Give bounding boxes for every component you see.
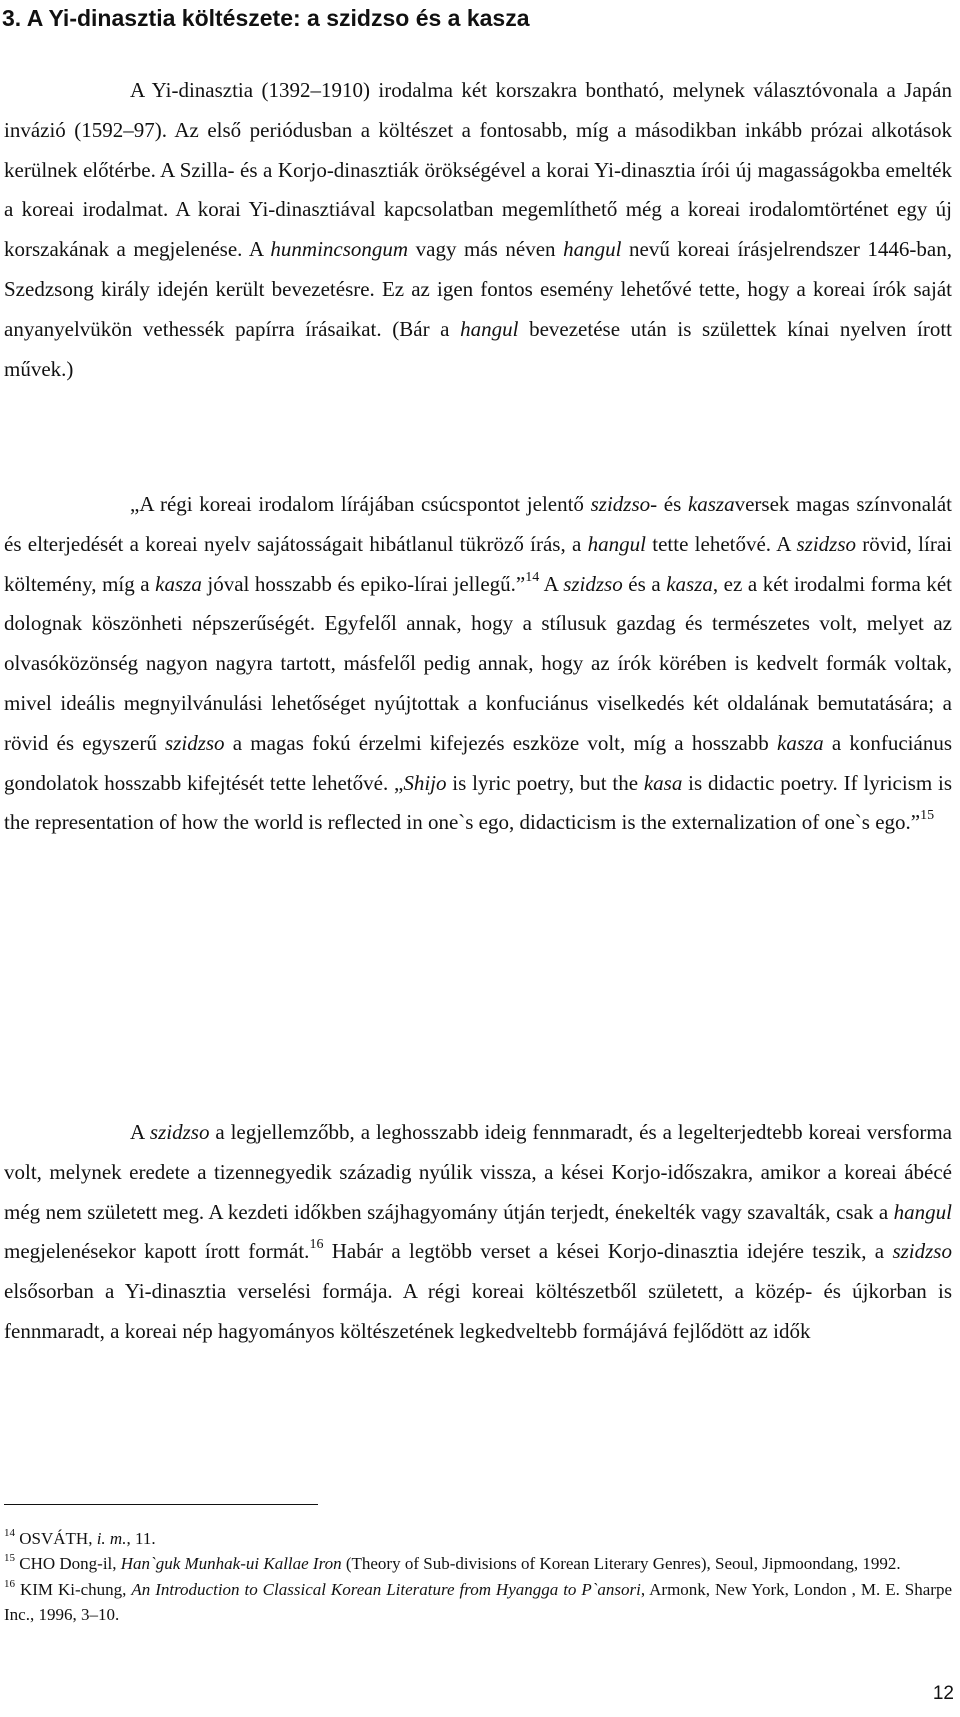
footnote-separator xyxy=(4,1504,318,1505)
italic-term: hangul xyxy=(587,531,646,556)
footnote-ref-15[interactable]: 15 xyxy=(920,808,935,824)
footnote-15: $^{15}$ CHO Dong-il, Han`guk Munhak-ui Kallae Iron (Theory of Sub-divisions of Korean Literary Genres), Seoul, Jipmoondang, 1992. xyxy=(4,1552,901,1574)
italic-term: Shijo xyxy=(403,770,447,795)
italic-term: hangul xyxy=(563,237,622,262)
footnote-ref-14[interactable]: 14 xyxy=(525,569,540,585)
italic-term: szidzso xyxy=(796,531,857,556)
italic-term: kasa xyxy=(643,770,683,795)
footnotes xyxy=(4,1526,952,1628)
paragraph-3: A szidzso a legjellemzőbb, a leghosszabb ideig fennmaradt, és a legelterjedtebb koreai versforma volt, melynek eredete a tizennegyedik századig nyúlik vissza, a kései Korjo-időszakra, amikor a koreai ábécé még nem született meg. A kezdeti időkben szájhagyomány útján terjedt, énekelték vagy szavalták, csak a hangul megjelenésekor kapott írott formát.$^{16}$ Habár a legtöbb verset a kései Korjo-dinasztia idejére teszik, a szidzso elsősorban a Yi-dinasztia verselési formája. A régi koreai költészetből született, a közép- és újkorban is fennmaradt, a koreai nép hagyományos költészetének legkedveltebb formájává fejlődött az idők xyxy=(4,1120,952,1343)
italic-term: kasza xyxy=(777,730,824,755)
italic-term: szidzso- xyxy=(590,492,658,516)
footnote-14: $^{14}$ OSVÁTH, i. m., 11. xyxy=(4,1527,156,1548)
italic-term: kasza xyxy=(155,571,202,596)
footnote-ref-16[interactable]: 16 xyxy=(309,1237,324,1253)
italic-term: hangul xyxy=(460,316,519,341)
paragraph-1: A Yi-dinasztia (1392–1910) irodalma két korszakra bontható, melynek választóvonala a Japán invázió (1592–97). Az első periódusban a költészet a fontosabb, míg a másodikban inkább prózai alkotások kerülnek előtérbe. A Szilla- és a Korjo-dinasztiák örökségével a korai Yi-dinasztia írói új magasságokba emelték a koreai irodalmat. A korai Yi-dinasztiával kapcsolatban megemlíthető még a koreai irodalomtörténet egy új korszakának a megjelenése. A hunmincsongum vagy más néven hangul nevű koreai írásjelrendszer 1446-ban, Szedzsong király idején került bevezetésre. Ez az igen fontos esemény lehetővé tette, hogy a koreai írók saját anyanyelvükön vethessék papírra írásaikat. (Bár a hangul bevezetése után is születtek kínai nyelven írott művek.) xyxy=(4,78,952,381)
footnote-16: $^{16}$ KIM Ki-chung, An Introduction to Classical Korean Literature from Hyangga to P`ansori, Armonk, New York, London , M. E. Sharpe Inc., 1996, 3–10. xyxy=(4,1577,952,1625)
italic-term: hangul xyxy=(893,1199,952,1224)
italic-term: kasza xyxy=(687,492,735,516)
italic-term: szidzso xyxy=(165,730,225,755)
italic-term: szidzso xyxy=(149,1120,210,1144)
italic-term: szidzso xyxy=(563,571,623,596)
italic-term: szidzso xyxy=(892,1239,952,1264)
page-number: 12 xyxy=(932,1683,954,1704)
section-heading: 3. A Yi-dinasztia költészete: a szidzso és a kasza xyxy=(2,5,530,31)
italic-term: hunmincsongum xyxy=(270,237,409,262)
paragraph-2: „A régi koreai irodalom lírájában csúcspontot jelentő szidzso- és kaszaversek magas színvonalát és elterjedését a koreai nyelv sajátosságait hibátlanul tükröző írás, a hangul tette lehetővé. A szidzso rövid, lírai költemény, míg a kasza jóval hosszabb és epiko-lírai jellegű.”$^{14}$ A szidzso és a kasza, ez a két irodalmi forma két dolognak köszönheti népszerűségét. Egyfelől annak, hogy a stílusuk gazdag és természetes volt, melyet az olvasóközönség nagyon nagyra tartott, másfelől pedig annak, hogy az írók körében is kedvelt formák voltak, mivel ideális megnyilvánulási lehetőséget nyújtottak a konfuciánus viselkedés két oldalának bemutatására; a rövid és egyszerű szidzso a magas fokú érzelmi kifejezés eszköze volt, míg a hosszabb kasza a konfuciánus gondolatok hosszabb kifejtését tette lehetővé. „Shijo is lyric poetry, but the kasa is didactic poetry. If lyricism is the representation of how the world is reflected in one`s ego, didacticism is the externalization of one`s ego.”$^{15}$ xyxy=(4,492,953,835)
italic-term: kasza xyxy=(666,571,713,596)
